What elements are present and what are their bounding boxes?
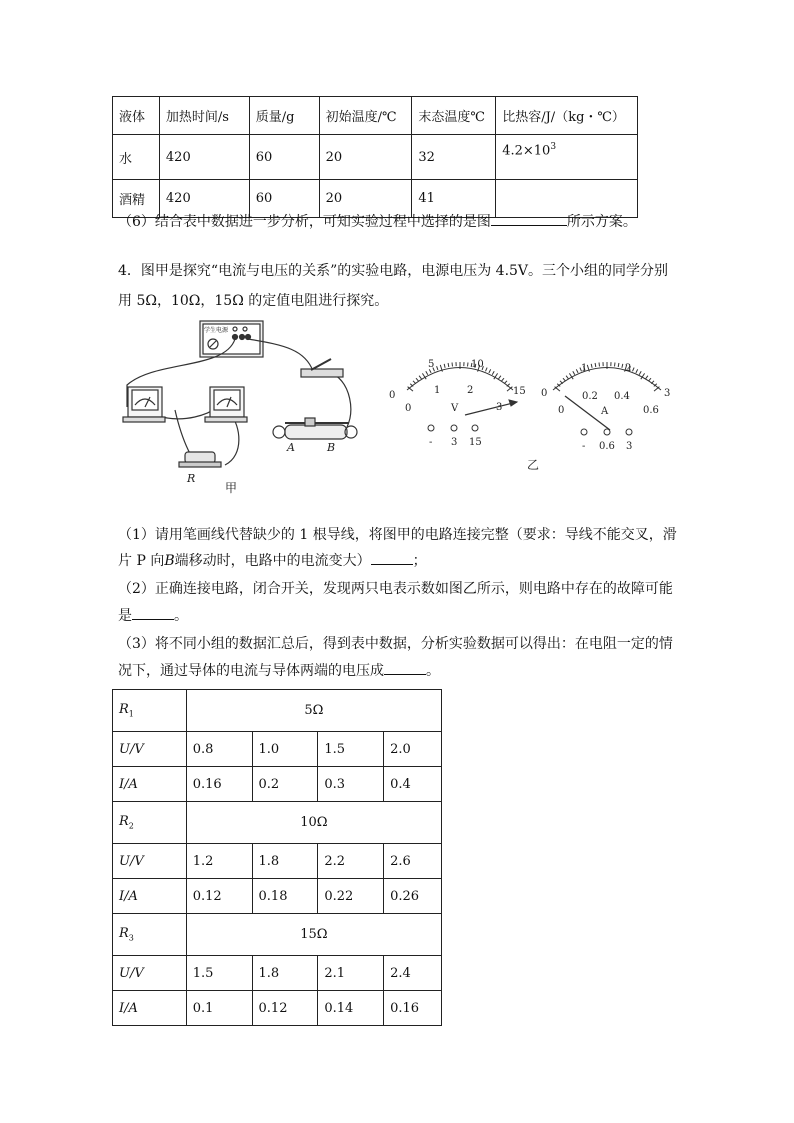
resistor-label-cell	[113, 802, 187, 844]
scale-tick	[489, 369, 491, 373]
table-row	[113, 991, 442, 1026]
answer-blank[interactable]	[491, 211, 567, 226]
voltmeter-upper-10: 10	[471, 359, 484, 370]
resistor-subscript: 3	[128, 933, 134, 943]
voltmeter-terminal-15: 15	[469, 437, 482, 448]
table-row	[113, 844, 442, 879]
scale-tick	[639, 371, 641, 374]
table-row	[113, 690, 442, 732]
voltmeter-lower-15: 15	[513, 386, 526, 397]
table-cell: 2.0	[384, 732, 442, 767]
scale-tick	[437, 366, 438, 370]
header-cell: 初始温度/℃	[319, 97, 412, 135]
scale-tick	[563, 378, 566, 381]
table-row	[113, 879, 442, 914]
table-cell: 20	[319, 135, 412, 180]
resistor-symbol: R	[119, 702, 129, 718]
ammeter-ticks	[555, 362, 660, 391]
sub-question-3-line2	[118, 660, 440, 682]
ammeter-unit: A	[601, 406, 609, 417]
scale-tick	[555, 387, 560, 391]
ammeter-left-end: 0	[541, 388, 548, 399]
ammeter-upper-2: 2	[625, 363, 632, 374]
resistance-cell: 15Ω	[186, 914, 441, 956]
resistance-cell: 5Ω	[186, 690, 441, 732]
circuit-figure-jia	[115, 315, 365, 500]
header-cell: 加热时间/s	[159, 97, 249, 135]
ammeter-upper-1: 1	[581, 363, 588, 374]
scale-tick	[468, 363, 469, 367]
scale-tick	[622, 364, 623, 368]
resistor-label-cell	[113, 914, 187, 956]
ammeter-terminal-minus: -	[582, 441, 586, 452]
ammeter-scale-arc	[553, 368, 661, 391]
table-cell: 0.4	[384, 767, 442, 802]
table-cell: 1.0	[252, 732, 318, 767]
answer-blank[interactable]	[371, 550, 413, 565]
answer-blank[interactable]	[132, 605, 174, 620]
voltmeter-ticks	[408, 362, 513, 391]
table-cell: 0.26	[384, 879, 442, 914]
scale-tick	[599, 363, 600, 367]
table-cell: 0.2	[252, 767, 318, 802]
table-row	[113, 135, 638, 180]
terminal-a-label: A	[287, 441, 295, 454]
answer-blank[interactable]	[384, 660, 426, 675]
ammeter-lower-02: 0.2	[582, 391, 598, 402]
scale-tick	[618, 363, 619, 367]
table-cell: 32	[412, 135, 496, 180]
voltmeter-lower-3: 3	[496, 402, 503, 413]
voltmeter-terminal-3: 3	[451, 437, 458, 448]
resistor-symbol: R	[119, 926, 129, 942]
table-cell: 1.5	[186, 956, 252, 991]
table-cell: 0.3	[318, 767, 384, 802]
resistor-label-cell	[113, 690, 187, 732]
scale-tick	[426, 371, 428, 374]
scale-tick	[504, 381, 507, 384]
sub-question-3-line1: （3）将不同小组的数据汇总后，得到表中数据，分析实验数据可以得出：在电阻一定的情	[118, 636, 673, 652]
table-cell: 0.8	[186, 732, 252, 767]
sub-question-2-line1: （2）正确连接电路，闭合开关，发现两只电表示数如图乙所示，则电路中存在的故障可能	[118, 581, 673, 597]
table-cell: 2.6	[384, 844, 442, 879]
scale-tick	[419, 376, 421, 379]
table-header-row	[113, 97, 638, 135]
table-cell: 0.1	[186, 991, 252, 1026]
current-label: I/A	[113, 991, 187, 1026]
question-6-tail: 所示方案。	[566, 214, 637, 230]
question-6-text: （6）结合表中数据进一步分析，可知实验过程中选择的是图	[118, 214, 491, 230]
scale-tick	[499, 376, 501, 379]
table-cell: 0.18	[252, 879, 318, 914]
scale-tick	[452, 363, 453, 367]
voltage-label: U/V	[113, 956, 187, 991]
scale-tick	[486, 368, 488, 372]
scale-tick	[501, 378, 504, 381]
voltage-label: U/V	[113, 844, 187, 879]
table-row	[113, 956, 442, 991]
sub-question-1-line1: （1）请用笔画线代替缺少的 1 根导线，将图甲的电路连接完整（要求：导线不能交叉，滑	[118, 527, 677, 543]
resistor-symbol: R	[119, 814, 129, 830]
scale-tick	[492, 371, 494, 374]
ammeter-terminal-06: 0.6	[599, 441, 615, 452]
table-cell: 酒精	[113, 180, 160, 218]
question-6	[118, 211, 637, 233]
table-cell: 420	[159, 135, 249, 180]
sub-question-2-line2	[118, 605, 188, 627]
ammeter-lower-04: 0.4	[614, 391, 630, 402]
table-cell: 0.12	[252, 991, 318, 1026]
scale-tick	[654, 387, 659, 391]
resistor-subscript: 2	[128, 821, 134, 831]
table-row	[113, 802, 442, 844]
question-4-line2: 用 5Ω，10Ω，15Ω 的定值电阻进行探究。	[118, 293, 389, 309]
power-supply	[200, 321, 263, 357]
sub-question-1-text2: 端移动时，电路中的电流变大）	[174, 553, 371, 569]
table-cell: 2.1	[318, 956, 384, 991]
scale-tick	[615, 363, 616, 367]
voltmeter-lower-2: 2	[467, 385, 474, 396]
sub-question-1-text: 片 P 向	[118, 553, 165, 569]
table-cell: 420	[159, 180, 249, 218]
table-cell: 60	[249, 180, 319, 218]
ammeter-upper-3: 3	[664, 388, 671, 399]
scale-tick	[633, 368, 635, 372]
table-row	[113, 767, 442, 802]
table-cell: 41	[412, 180, 496, 218]
ammeter-terminal-3: 3	[626, 441, 633, 452]
heat-capacity-table	[112, 96, 638, 218]
scale-tick	[648, 378, 651, 381]
voltmeter-terminal-minus: -	[429, 437, 433, 448]
table-cell: 1.2	[186, 844, 252, 879]
table-cell: 20	[319, 180, 412, 218]
table-cell: 0.14	[318, 991, 384, 1026]
voltmeter-device	[205, 387, 247, 422]
scale-tick	[416, 378, 419, 381]
table-cell: 2.4	[384, 956, 442, 991]
resistor-label: R	[187, 472, 196, 485]
current-label: I/A	[113, 767, 187, 802]
voltage-label: U/V	[113, 732, 187, 767]
table-cell: 2.2	[318, 844, 384, 879]
voltmeter-scale-arc	[407, 368, 513, 391]
power-supply-label: 学生电源	[204, 328, 229, 334]
figure-jia-label: 甲	[225, 481, 238, 495]
ammeter-device	[123, 387, 165, 422]
scale-tick	[591, 364, 592, 368]
current-voltage-table	[112, 689, 442, 1026]
sub-question-2-end: 。	[174, 608, 188, 624]
resistance-cell: 10Ω	[186, 802, 441, 844]
scale-tick	[444, 364, 445, 368]
table-cell: 60	[249, 135, 319, 180]
header-cell: 液体	[113, 97, 160, 135]
header-cell: 质量/g	[249, 97, 319, 135]
ammeter-lower-06: 0.6	[643, 405, 659, 416]
table-cell: 0.22	[318, 879, 384, 914]
scale-tick	[413, 381, 416, 384]
sub-question-1-line2	[118, 550, 427, 572]
sub-question-1-end: ；	[412, 553, 427, 569]
scale-tick	[636, 369, 638, 373]
table-cell: 0.12	[186, 879, 252, 914]
table-cell: 0.16	[186, 767, 252, 802]
header-cell: 比热容/J/（kg・℃）	[496, 97, 638, 135]
resistor-device	[179, 452, 221, 485]
scale-tick	[646, 376, 648, 379]
table-cell: 1.8	[252, 956, 318, 991]
resistor-subscript: 1	[128, 709, 134, 719]
header-cell: 末态温度℃	[412, 97, 496, 135]
terminal-b-ref: B	[164, 553, 175, 569]
figure-yi-label: 乙	[527, 458, 540, 472]
sub-question-3-end: 。	[426, 663, 440, 679]
scale-tick	[576, 369, 578, 373]
scale-tick	[573, 371, 575, 374]
terminal-b-label: B	[327, 441, 336, 454]
question-4-line1: 4．图甲是探究“电流与电压的关系”的实验电路，电源电压为 4.5V。三个小组的同学分别	[118, 263, 669, 279]
voltmeter-needle	[465, 402, 517, 415]
scale-tick	[595, 363, 596, 367]
table-cell: 水	[113, 135, 160, 180]
meter-figure-yi	[385, 350, 685, 475]
scale-tick	[566, 376, 568, 379]
rheostat-device	[273, 418, 357, 454]
table-row	[113, 732, 442, 767]
voltmeter-upper-5: 5	[428, 359, 435, 370]
table-cell: 1.8	[252, 844, 318, 879]
sub-question-2-text: 是	[118, 608, 132, 624]
voltmeter-left-end: 0	[389, 390, 396, 401]
voltmeter-lower-1: 1	[434, 385, 441, 396]
table-cell: 1.5	[318, 732, 384, 767]
voltmeter-unit: V	[451, 403, 459, 414]
voltmeter-lower-0: 0	[405, 403, 412, 414]
current-label: I/A	[113, 879, 187, 914]
exponent: 3	[550, 142, 557, 152]
table-cell-specific-heat	[496, 135, 638, 180]
specific-heat-value: 4.2×10	[502, 143, 551, 159]
table-row	[113, 914, 442, 956]
scale-tick	[448, 363, 449, 367]
sub-question-3-text: 况下，通过导体的电流与导体两端的电压成	[118, 663, 384, 679]
ammeter-lower-0: 0	[558, 405, 565, 416]
table-cell: 0.16	[384, 991, 442, 1026]
